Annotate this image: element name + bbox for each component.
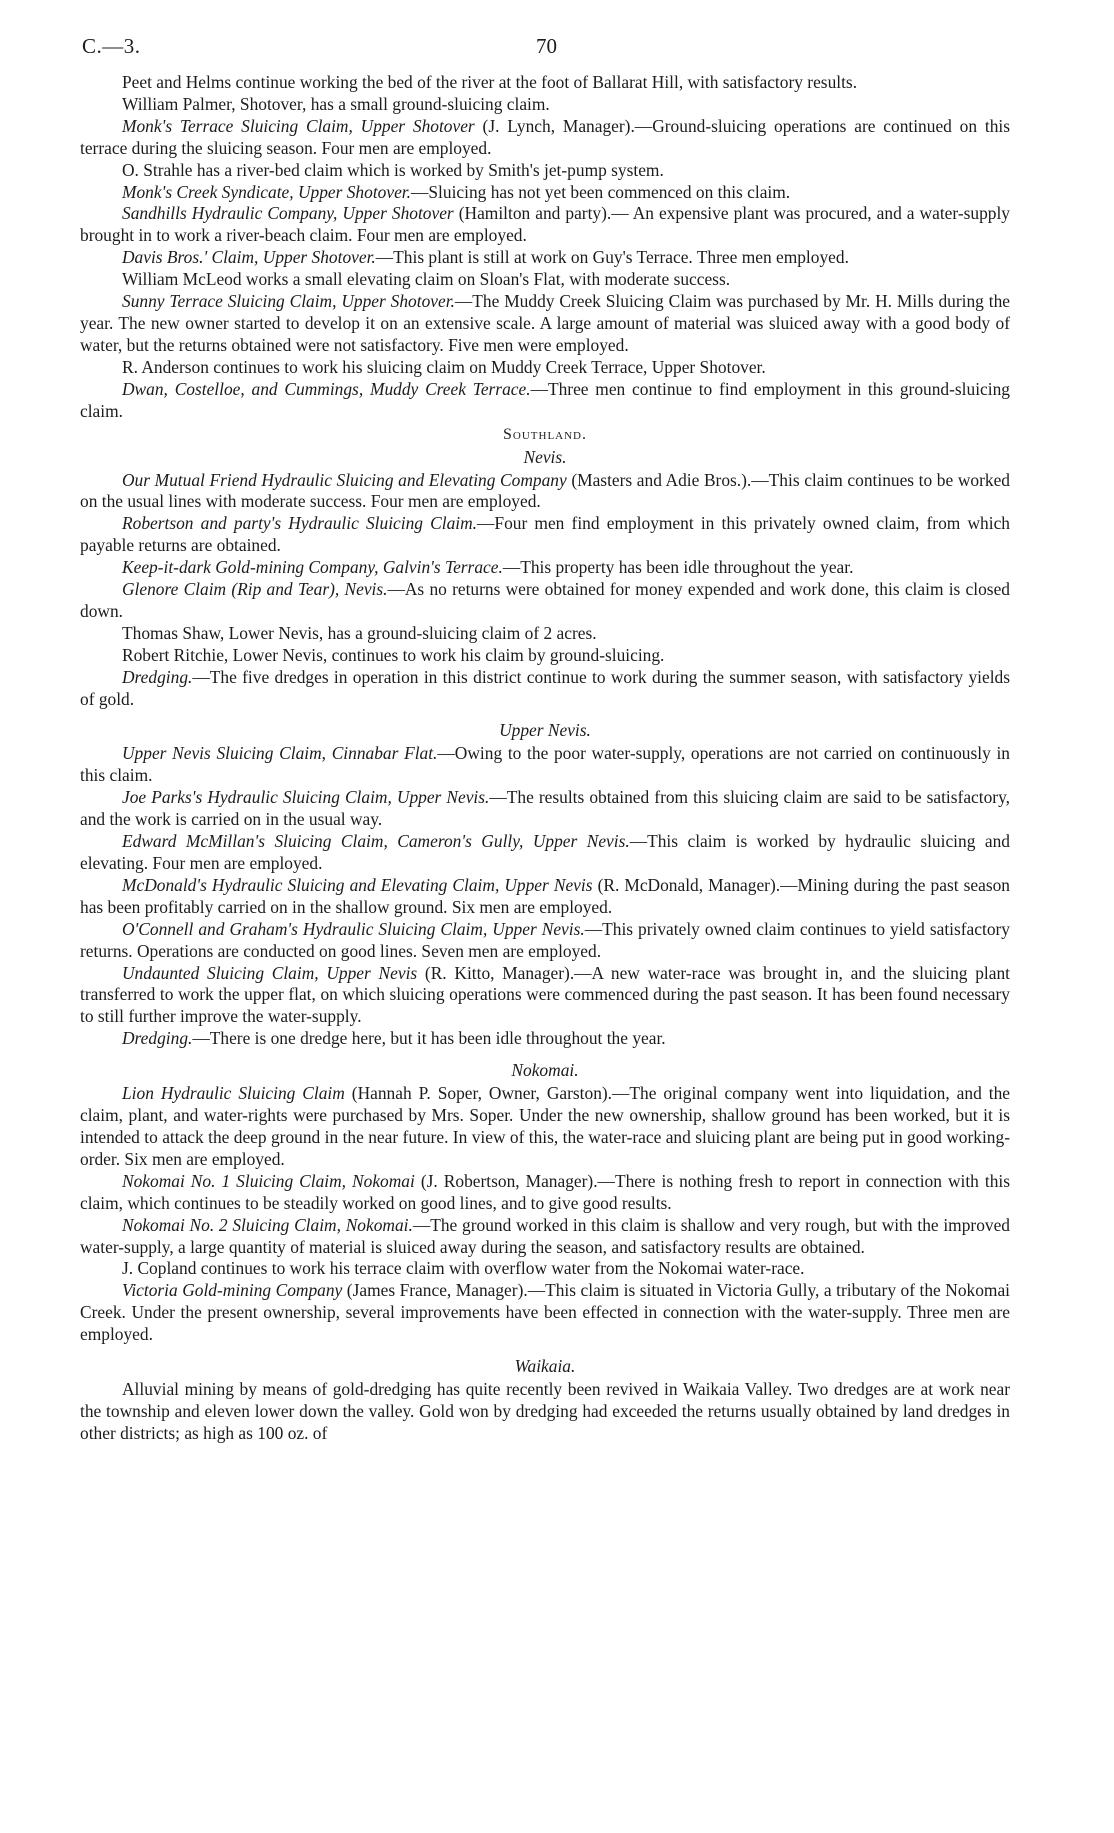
claim-title: O'Connell and Graham's Hydraulic Sluicing Claim, Upper Nevis. — [122, 918, 585, 939]
paragraph-text: —The five dredges in operation in this district continue to work during the summer season, with satisfactory yields of gold. — [80, 666, 1010, 709]
paragraph — [80, 247, 1010, 269]
paragraph-text: William Palmer, Shotover, has a small ground-sluicing claim. — [122, 93, 550, 114]
claim-title: Monk's Creek Syndicate, Upper Shotover. — [122, 181, 411, 202]
paragraph — [80, 1028, 1010, 1050]
paragraph — [80, 182, 1010, 204]
claim-title: Davis Bros.' Claim, Upper Shotover. — [122, 247, 376, 268]
section — [80, 72, 1010, 423]
paragraph-text: —This privately owned claim continues to yield satisfactory returns. Operations are conducted on good lines. Seven men are employed. — [80, 918, 1010, 961]
paragraph — [80, 291, 1010, 357]
claim-title: Undaunted Sluicing Claim, Upper Nevis — [122, 962, 418, 983]
paragraph — [80, 72, 1010, 94]
paragraph-text: —Sluicing has not yet been commenced on this claim. — [410, 181, 791, 202]
paragraph-text: Peet and Helms continue working the bed of the river at the foot of Ballarat Hill, with satisfactory results. — [122, 72, 858, 92]
claim-title: Sandhills Hydraulic Company, Upper Shotover — [122, 203, 454, 224]
paragraph-text: (Masters and Adie Bros.).—This claim continues to be worked on the usual lines with moderate success. Four men are employed. — [80, 469, 1010, 512]
paragraph — [80, 579, 1010, 623]
paragraph — [80, 963, 1010, 1029]
section — [80, 425, 1010, 711]
paragraph-text: —There is one dredge here, but it has been idle throughout the year. — [192, 1028, 666, 1049]
district-heading: Nokomai. — [511, 1060, 579, 1081]
claim-title: Joe Parks's Hydraulic Sluicing Claim, Upper Nevis. — [122, 787, 490, 808]
paragraph — [80, 1171, 1010, 1215]
claim-title: Monk's Terrace Sluicing Claim, Upper Shotover — [122, 115, 475, 136]
paragraph-text: —The Muddy Creek Sluicing Claim was purchased by Mr. H. Mills during the year. The new owner started to develop it on an extensive scale. A large amount of material was sluiced away with a good body of water, but the returns obtained were not satisfactory. Five men were employed. — [80, 291, 1010, 355]
section — [80, 1355, 1010, 1445]
paragraph-text: (R. Kitto, Manager).—A new water-race was brought in, and the sluicing plant transferred to work the upper flat, on which sluicing operations were commenced during the past season. It has been found necessary to still further improve the water-supply. — [80, 962, 1010, 1027]
paragraph — [80, 875, 1010, 919]
document-page — [80, 36, 1010, 1445]
paragraph-text: —As no returns were obtained for money expended and work done, this claim is closed down. — [80, 579, 1010, 621]
paragraph — [80, 557, 1010, 579]
paragraph — [80, 743, 1010, 787]
claim-title: Upper Nevis Sluicing Claim, Cinnabar Flat. — [122, 743, 438, 764]
paragraph — [80, 1379, 1010, 1445]
paragraph-text: J. Copland continues to work his terrace claim with overflow water from the Nokomai water-race. — [122, 1258, 805, 1279]
document-reference: C.—3. — [82, 34, 141, 58]
claim-title: Edward McMillan's Sluicing Claim, Cameron's Gully, Upper Nevis. — [122, 831, 630, 852]
paragraph — [80, 645, 1010, 667]
paragraph — [80, 513, 1010, 557]
claim-title: Dwan, Costelloe, and Cummings, Muddy Creek Terrace. — [122, 378, 531, 399]
paragraph — [80, 667, 1010, 711]
paragraph — [80, 116, 1010, 160]
paragraph-text: (James France, Manager).—This claim is situated in Victoria Gully, a tributary of the Nokomai Creek. Under the present ownership, several improvements have been effected in connection with the water-supply. Three men are employed. — [80, 1280, 1010, 1345]
page-number: 70 — [536, 34, 557, 58]
paragraph — [80, 1083, 1010, 1171]
paragraph — [80, 470, 1010, 514]
district-heading: Nevis. — [523, 446, 567, 467]
claim-title: Glenore Claim (Rip and Tear), Nevis. — [122, 579, 388, 600]
paragraph-text: —The results obtained from this sluicing claim are said to be satisfactory, and the work is carried on in the usual way. — [80, 787, 1010, 830]
paragraph-text: (R. McDonald, Manager).—Mining during the past season has been profitably carried on in the shallow ground. Six men are employed. — [80, 874, 1010, 917]
section — [80, 1059, 1010, 1346]
section — [80, 719, 1010, 1050]
paragraph — [80, 831, 1010, 875]
claim-title: Nokomai No. 1 Sluicing Claim, Nokomai — [122, 1170, 415, 1191]
claim-title: Lion Hydraulic Sluicing Claim — [122, 1083, 345, 1104]
paragraph-text: —Four men find employment in this privately owned claim, from which payable returns are obtained. — [80, 513, 1010, 556]
paragraph-text: —This plant is still at work on Guy's Terrace. Three men employed. — [375, 247, 849, 268]
paragraph — [80, 269, 1010, 291]
paragraph-text: R. Anderson continues to work his sluicing claim on Muddy Creek Terrace, Upper Shotover. — [122, 356, 766, 377]
paragraph-text: William McLeod works a small elevating claim on Sloan's Flat, with moderate success. — [122, 269, 731, 290]
paragraph-text: (J. Lynch, Manager).—Ground-sluicing operations are continued on this terrace during the sluicing season. Four men are employed. — [80, 115, 1010, 158]
paragraph — [80, 203, 1010, 247]
paragraph — [80, 1258, 1010, 1280]
paragraph — [80, 94, 1010, 116]
paragraph — [80, 379, 1010, 423]
claim-title: Dredging. — [122, 666, 193, 687]
paragraph-text: (J. Robertson, Manager).—There is nothing fresh to report in connection with this claim, which continues to be steadily worked on good lines, and to give good results. — [80, 1170, 1011, 1213]
claim-title: Dredging. — [122, 1028, 193, 1049]
paragraph-text: —This claim is worked by hydraulic sluicing and elevating. Four men are employed. — [80, 831, 1010, 873]
paragraph — [80, 1215, 1010, 1259]
claim-title: Robertson and party's Hydraulic Sluicing Claim. — [122, 513, 478, 534]
region-heading: Southland. — [503, 425, 587, 443]
paragraph — [80, 919, 1010, 963]
claim-title: Sunny Terrace Sluicing Claim, Upper Shotover. — [122, 291, 455, 312]
paragraph — [80, 160, 1010, 182]
claim-title: Victoria Gold-mining Company — [122, 1280, 343, 1301]
claim-title: Keep-it-dark Gold-mining Company, Galvin's Terrace. — [122, 557, 503, 578]
paragraph-text: Thomas Shaw, Lower Nevis, has a ground-sluicing claim of 2 acres. — [122, 622, 597, 643]
paragraph-text: —Owing to the poor water-supply, operations are not carried on continuously in this claim. — [80, 743, 1010, 786]
paragraph-text: O. Strahle has a river-bed claim which is worked by Smith's jet-pump system. — [122, 159, 664, 180]
claim-title: Nokomai No. 2 Sluicing Claim, Nokomai. — [122, 1214, 413, 1235]
paragraph-text: (Hamilton and party).— An expensive plant was procured, and a water-supply brought in to work a river-beach claim. Four men are employed. — [80, 203, 1011, 246]
paragraph-text: Robert Ritchie, Lower Nevis, continues to work his claim by ground-sluicing. — [122, 644, 665, 665]
page-header — [80, 36, 1010, 72]
document-body — [80, 72, 1010, 1445]
paragraph — [80, 1280, 1010, 1346]
claim-title: McDonald's Hydraulic Sluicing and Elevating Claim, Upper Nevis — [122, 874, 593, 895]
paragraph-text: —The ground worked in this claim is shallow and very rough, but with the improved water-supply, a large quantity of material is sluiced away during the season, and satisfactory results are obtained. — [80, 1214, 1010, 1257]
paragraph-text: (Hannah P. Soper, Owner, Garston).—The original company went into liquidation, and the claim, plant, and water-rights were purchased by Mrs. Soper. Under the new ownership, shallow ground has been worked, but it is intended to attack the deep ground in the near future. In view of this, the water-race and sluicing plant are being put in good working-order. Six men are employed. — [80, 1083, 1010, 1169]
district-heading: Upper Nevis. — [499, 720, 591, 741]
district-heading: Waikaia. — [514, 1356, 576, 1377]
paragraph-text: —This property has been idle throughout the year. — [502, 557, 854, 578]
paragraph-text: Alluvial mining by means of gold-dredging has quite recently been revived in Waikaia Valley. Two dredges are at work near the township and eleven lower down the valley. Gold won by dredging had exceeded the returns usually obtained by land dredges in other districts; as high as 100 oz. of — [80, 1379, 1010, 1443]
paragraph-text: —Three men continue to find employment in this ground-sluicing claim. — [80, 378, 1010, 421]
paragraph — [80, 787, 1010, 831]
paragraph — [80, 623, 1010, 645]
paragraph — [80, 357, 1010, 379]
claim-title: Our Mutual Friend Hydraulic Sluicing and Elevating Company — [122, 469, 567, 490]
